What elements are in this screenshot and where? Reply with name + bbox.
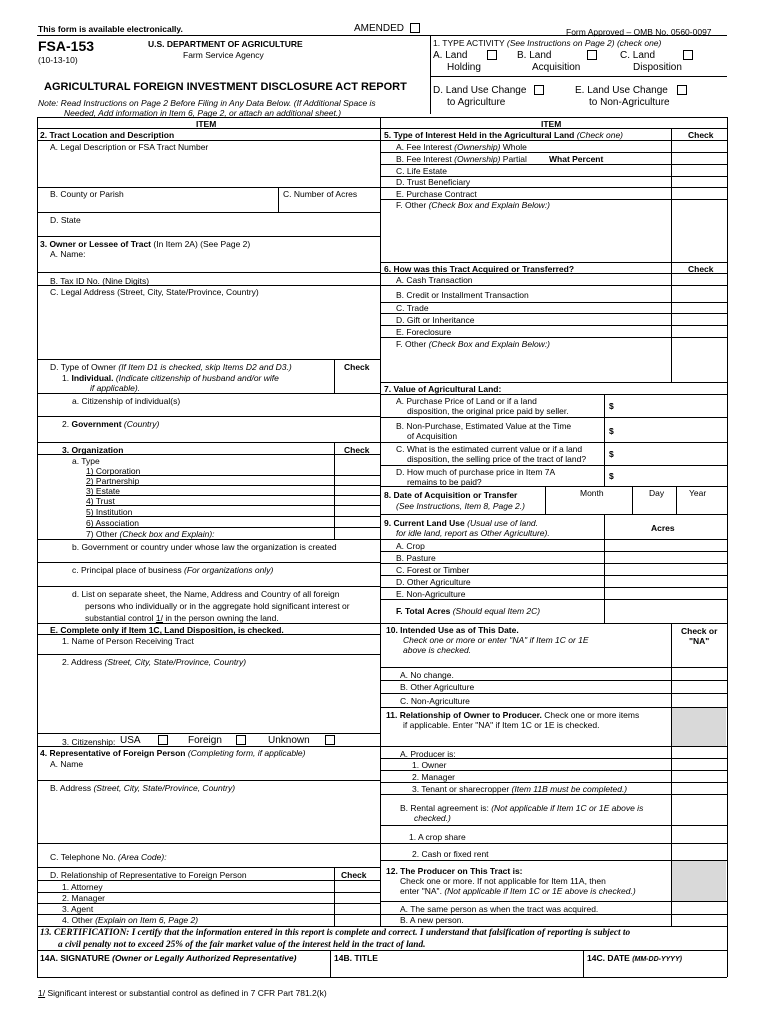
rep-relationship-label: D. Relationship of Representative to Foreign Person [50,870,247,880]
trust-beneficiary: D. Trust Beneficiary [396,177,471,187]
org-type-label: a. Type [72,456,100,466]
activity-a-sub: Holding [447,62,481,73]
receiver-name-label: 1. Name of Person Receiving Tract [62,636,194,646]
section-5-title: 5. Type of Interest Held in the Agricultural Land [384,130,577,140]
life-estate: C. Life Estate [396,166,448,176]
check-header-2: Check [344,445,370,455]
section-4-note: (Completing form, if applicable) [187,748,306,758]
section-3-title: 3. Owner or Lessee of Tract [40,239,154,249]
current-value-2: disposition, the selling price of the tract of land? [407,454,587,464]
check-header-1: Check [344,362,370,372]
dollar-7a: $ [609,401,614,411]
rel-other-note: (Explain on Item 6, Page 2) [95,915,199,925]
acres-header: Acres [651,523,675,533]
use-crop: A. Crop [396,541,425,551]
activity-c-label: C. Land [620,50,656,61]
section-9-title: 9. Current Land Use [384,518,468,528]
legal-address-label: C. Legal Address (Street, City, State/Province, Country) [50,287,259,297]
shaded-cell-11 [672,708,726,746]
item-header-left: ITEM [196,119,217,129]
acq-trade: C. Trade [396,303,429,313]
receiver-address-label: 2. Address [62,657,105,667]
rep-address-label: B. Address [50,783,94,793]
individual-note: (Indicate citizenship of husband and/or wife [113,373,279,383]
section-4-title: 4. Representative of Foreign Person [40,748,188,758]
section-12-note-2b: (Not applicable if Item 1C or 1E above is checked.) [444,886,636,896]
government-label: Government [71,419,124,429]
section-12-title: 12. The Producer on This Tract is: [386,866,523,876]
year-label: Year [689,488,707,498]
gov-num: 2. [62,419,72,429]
org-type-association: 6) Association [86,518,139,528]
rel-agent: 3. Agent [62,904,94,914]
activity-d-label: D. Land Use Change [433,85,527,96]
purchase-contract: E. Purchase Contract [396,189,477,199]
agency: Farm Service Agency [183,50,264,60]
activity-b-sub: Acquisition [532,62,581,73]
section-11-note-1: Check one or more items [541,710,640,720]
department: U.S. DEPARTMENT OF AGRICULTURE [148,39,303,49]
state-label: D. State [50,215,81,225]
section-3-note: (In Item 2A) (See Page 2) [153,239,251,249]
activity-d-checkbox[interactable] [534,85,544,95]
acres-label: C. Number of Acres [283,189,358,199]
check-or-label: Check or [681,626,718,636]
individual-note-2: if applicable). [90,383,141,393]
footnote-ref: 1/ [155,613,163,623]
activity-a-checkbox[interactable] [487,50,497,60]
section-2-title: 2. Tract Location and Description [40,130,175,140]
fee-whole-i: (Ownership) [454,142,501,152]
shaded-cell-12 [672,861,726,901]
use-pasture: B. Pasture [396,553,436,563]
intended-no-change: A. No change. [400,670,454,680]
interest-other-note: (Check Box and Explain Below:) [428,200,551,210]
section-8-title: 8. Date of Acquisition or Transfer [384,490,518,500]
ind-num: 1. [62,373,72,383]
section-10-note-1: Check one or more or enter "NA" if Item 1C or 1E [403,635,589,645]
section-11-note-2: if applicable. Enter "NA" if Item 1C or 1E is checked. [403,720,600,730]
form-number: FSA-153 [38,38,95,54]
non-purchase-1: B. Non-Purchase, Estimated Value at the Time [396,421,572,431]
check-header-5: Check [688,130,714,140]
rel-attorney: 1. Attorney [62,882,103,892]
fee-partial: B. Fee Interest [396,154,455,164]
remaining-1: D. How much of purchase price in Item 7A [396,467,556,477]
day-label: Day [649,488,665,498]
telephone-label: C. Telephone No. [50,852,118,862]
section-8-note: (See Instructions, Item 8, Page 2.) [396,501,525,511]
section-10-note-2: above is checked. [403,645,472,655]
citizenship-label: 3. Citizenship: [62,737,116,747]
section-7-title: 7. Value of Agricultural Land: [384,384,502,394]
org-type-partnership: 2) Partnership [86,476,140,486]
activity-e-label: E. Land Use Change [575,85,668,96]
check-header-3: Check [341,870,367,880]
acq-gift: D. Gift or Inheritance [396,315,475,325]
same-person: A. The same person as when the tract was acquired. [400,904,599,914]
activity-e-sub: to Non-Agriculture [589,97,670,108]
section-e-title: E. Complete only if Item 1C, Land Disposition, is checked. [50,625,284,635]
producer-tenant-note: (Item 11B must be completed.) [511,784,628,794]
rel-other: 4. Other [62,915,96,925]
principal-place-label: c. Principal place of business [72,565,184,575]
fee-whole-e: Whole [500,142,527,152]
tax-id-label: B. Tax ID No. (Nine Digits) [50,276,150,286]
org-government-label: b. Government or country under whose law the organization is created [72,542,337,552]
dollar-7d: $ [609,471,614,481]
what-percent-label: What Percent [549,154,604,164]
date-label: 14C. DATE [587,953,633,963]
acq-foreclosure: E. Foreclosure [396,327,452,337]
foreign-persons-line-3: substantial control [85,613,156,623]
intended-other-ag: B. Other Agriculture [400,682,475,692]
org-type-other-note: (Check box and Explain): [119,529,215,539]
certification-line-2: a civil penalty not to exceed 25% of the fair market value of the interest held in the tract of land. [58,940,426,950]
individual-label: Individual. [71,373,114,383]
fee-partial-e: Partial [500,154,527,164]
unknown-label: Unknown [268,735,310,746]
acq-other: F. Other [396,339,429,349]
org-type-corporation: 1) Corporation [86,466,141,476]
check-header-6: Check [688,264,714,274]
amended-checkbox[interactable] [410,23,420,33]
cash-rent: 2. Cash or fixed rent [412,849,489,859]
telephone-note: (Area Code): [117,852,167,862]
fee-whole: A. Fee Interest [396,142,455,152]
org-type-estate: 3) Estate [86,486,121,496]
receiver-address-note: (Street, City, State/Province, Country) [104,657,247,667]
type-activity-title: 1. TYPE ACTIVITY [433,38,507,48]
purchase-price-2: disposition, the original price paid by seller. [407,406,569,416]
signature-label: 14A. SIGNATURE [40,953,113,963]
form-date: (10-13-10) [38,55,78,65]
usa-label: USA [120,735,141,746]
dollar-7b: $ [609,426,614,436]
total-acres-label: F. Total Acres [396,606,453,616]
section-10-title: 10. Intended Use as of This Date. [386,625,519,635]
acq-other-note: (Check Box and Explain Below:) [428,339,551,349]
county-label: B. County or Parish [50,189,124,199]
foreign-label: Foreign [188,735,222,746]
total-acres-note: (Should equal Item 2C) [452,606,541,616]
section-11-title: 11. Relationship of Owner to Producer. [386,710,542,720]
dollar-7c: $ [609,449,614,459]
government-note: (Country) [123,419,160,429]
item-header-right: ITEM [541,119,562,129]
producer-manager: 2. Manager [412,772,455,782]
principal-place-note: (For organizations only) [183,565,274,575]
month-label: Month [580,488,604,498]
use-non-ag: E. Non-Agriculture [396,589,466,599]
fee-partial-i: (Ownership) [454,154,501,164]
producer-owner: 1. Owner [412,760,447,770]
amended-label: AMENDED [354,23,405,34]
rental-agreement-label: B. Rental agreement is: [400,803,492,813]
electronic-note: This form is available electronically. [38,24,183,34]
intended-non-ag: C. Non-Agriculture [400,696,470,706]
activity-a-label: A. Land [433,50,468,61]
rep-address-note: (Street, City, State/Province, Country) [93,783,236,793]
usa-checkbox[interactable] [158,735,168,745]
unknown-checkbox[interactable] [325,735,335,745]
use-other-ag: D. Other Agriculture [396,577,471,587]
note-line-1: Note: Read Instructions on Page 2 Before Filing in Any Data Below. (If Additional Space is [38,98,376,108]
section-12-note-1: Check one or more. If not applicable for Item 11A, then [400,876,606,886]
note-line-2: Needed, Add information in Item 6, Page 2, or attach an additional sheet.) [64,108,342,118]
foreign-checkbox[interactable] [236,735,246,745]
use-forest: C. Forest or Timber [396,565,470,575]
section-12-note-2: enter "NA". [400,886,445,896]
legal-description-label: A. Legal Description or FSA Tract Number [50,142,209,152]
activity-e-checkbox[interactable] [677,85,687,95]
interest-other: F. Other [396,200,429,210]
owner-type-note: (If Item D1 is checked, skip Items D2 and D3.) [118,362,292,372]
owner-name-label: A. Name: [50,249,86,259]
remaining-2: remains to be paid? [407,477,482,487]
activity-b-label: B. Land [517,50,552,61]
omb-number: Form Approved – OMB No. 0560-0097 [566,27,712,37]
org-type-trust: 4) Trust [86,496,115,506]
title-label: 14B. TITLE [334,953,378,963]
new-person: B. A new person. [400,915,464,925]
org-type-institution: 5) Institution [86,507,133,517]
foreign-persons-line-1: d. List on separate sheet, the Name, Address and Country of all foreign [72,589,340,599]
organization-label: 3. Organization [62,445,124,455]
foreign-persons-line-2: persons who individually or in the aggregate hold significant interest or [85,601,350,611]
activity-c-sub: Disposition [633,62,682,73]
certification-line-1: 13. CERTIFICATION: I certify that the information entered in this report is complete and correct. I understand that falsification of reporting is subject to [40,928,631,938]
section-9-note-2: for idle land, report as Other Agriculture). [396,528,550,538]
rental-agreement-note-2: checked.) [414,813,451,823]
section-6-title: 6. How was this Tract Acquired or Transferred? [384,264,575,274]
rental-agreement-note: (Not applicable if Item 1C or 1E above is [491,803,644,813]
section-5-note: (Check one) [576,130,624,140]
producer-tenant: 3. Tenant or sharecropper [412,784,512,794]
foreign-persons-line-3b: in the person owning the land. [162,613,279,623]
na-label: "NA" [689,636,710,646]
section-9-note: (Usual use of land. [467,518,539,528]
footnote-mark: 1/ [38,988,46,998]
activity-c-checkbox[interactable] [683,50,693,60]
owner-type-label: D. Type of Owner [50,362,119,372]
activity-d-sub: to Agriculture [447,97,506,108]
acq-cash: A. Cash Transaction [396,275,473,285]
footnote-text: Significant interest or substantial control as defined in 7 CFR Part 781.2(k) [45,988,327,998]
signature-row[interactable] [37,952,727,978]
acq-credit: B. Credit or Installment Transaction [396,290,529,300]
activity-b-checkbox[interactable] [587,50,597,60]
rel-manager: 2. Manager [62,893,105,903]
crop-share: 1. A crop share [409,832,466,842]
current-value-1: C. What is the estimated current value or if a land [396,444,583,454]
non-purchase-2: of Acquisition [407,431,458,441]
date-note: (MM-DD-YYYY) [632,956,682,963]
citizenship-individual-label: a. Citizenship of individual(s) [72,396,181,406]
org-type-other: 7) Other [86,529,120,539]
rep-name-label: A. Name [50,759,84,769]
producer-is-label: A. Producer is: [400,749,456,759]
purchase-price-1: A. Purchase Price of Land or if a land [396,396,537,406]
signature-note: (Owner or Legally Authorized Representative) [112,953,297,963]
form-title: AGRICULTURAL FOREIGN INVESTMENT DISCLOSURE ACT REPORT [44,81,407,93]
